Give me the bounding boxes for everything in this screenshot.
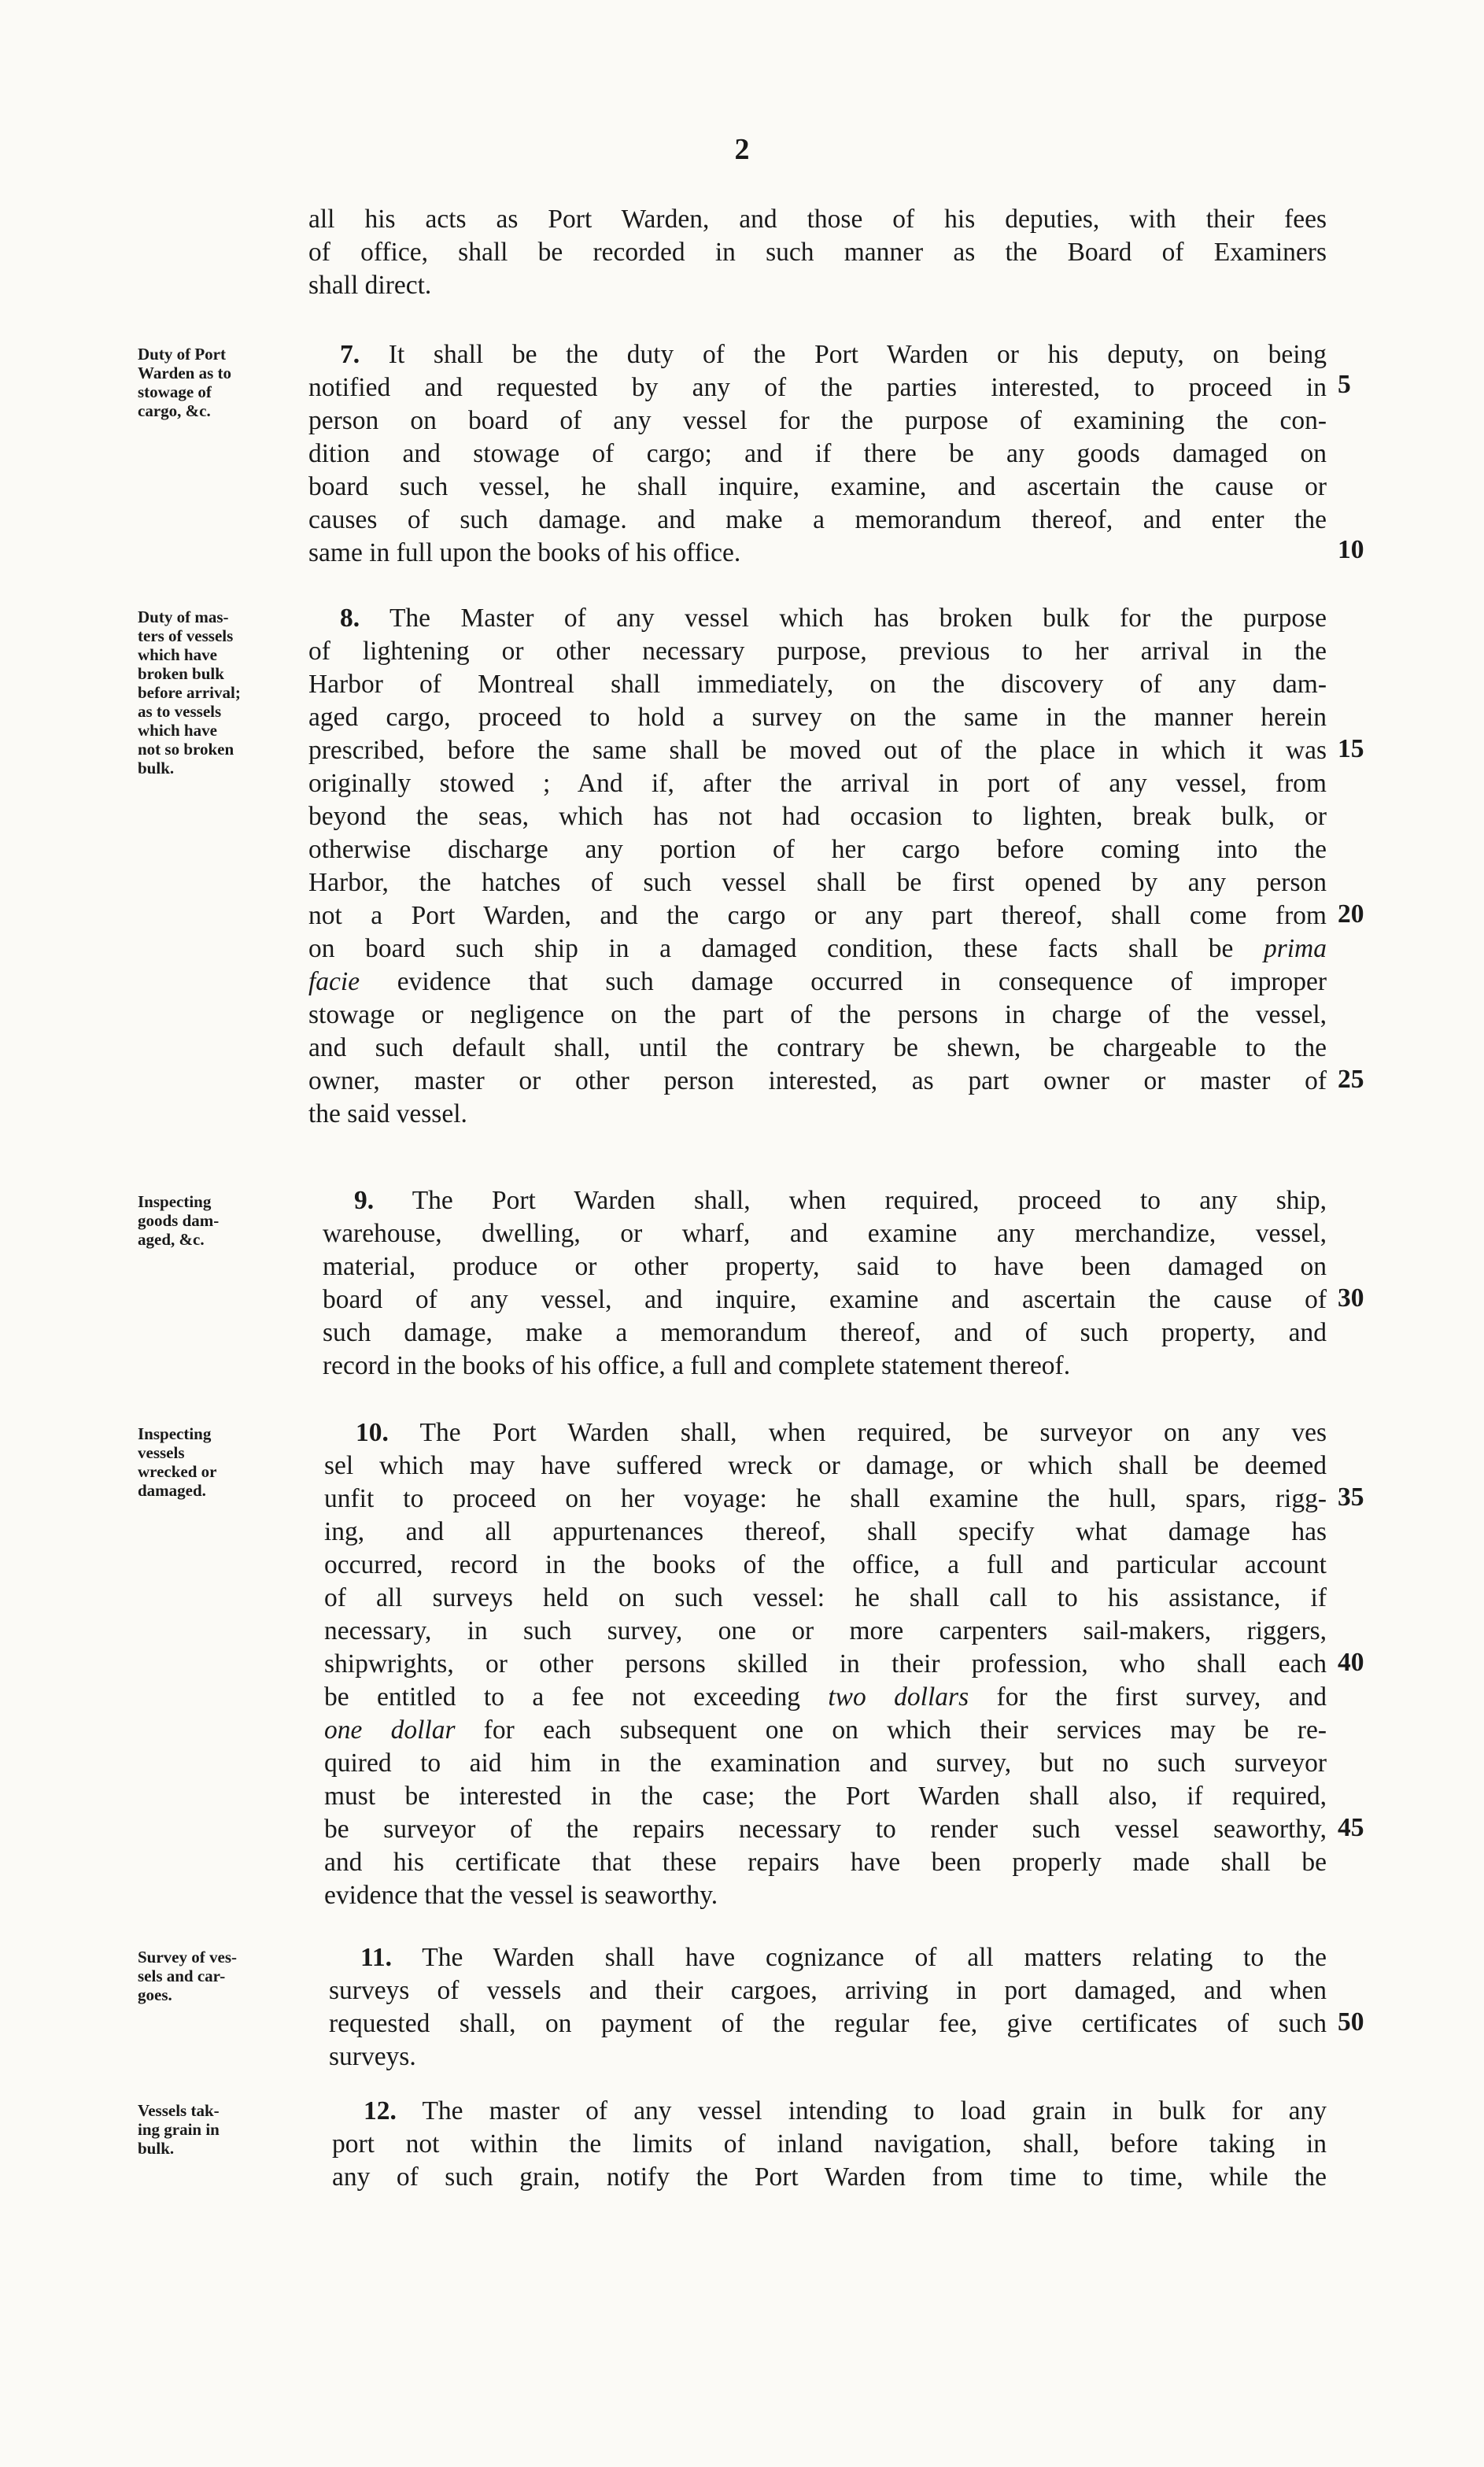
text-line: stowage or negligence on the part of the persons in charge of the vessel, xyxy=(308,1000,1327,1029)
text-line: not a Port Warden, and the cargo or any part thereof, shall come from xyxy=(308,901,1327,930)
text-line: 10. The Port Warden shall, when required, be surveyor on any ves xyxy=(356,1418,1327,1447)
section-8 xyxy=(308,602,1327,1131)
text-line: surveys. xyxy=(329,2042,416,2071)
line-number: 10 xyxy=(1338,535,1364,564)
line-number: 50 xyxy=(1338,2007,1364,2037)
text-line: surveys of vessels and their cargoes, arriving in port damaged, and when xyxy=(329,1976,1327,2005)
text-line: be surveyor of the repairs necessary to render such vessel seaworthy, xyxy=(324,1815,1327,1844)
section-10 xyxy=(324,1416,1327,1912)
text-line: be entitled to a fee not exceeding two dollars for the first survey, and xyxy=(324,1682,1327,1712)
text-line: 12. The master of any vessel intending to load grain in bulk for any xyxy=(364,2096,1327,2125)
text-line: of all surveys held on such vessel: he shall call to his assistance, if xyxy=(324,1583,1327,1612)
line-number: 25 xyxy=(1338,1065,1364,1094)
text-line: port not within the limits of inland navigation, shall, before taking in xyxy=(332,2129,1327,2159)
text-line: any of such grain, notify the Port Warden from time to time, while the xyxy=(332,2162,1327,2192)
text-line: dition and stowage of cargo; and if there be any goods damaged on xyxy=(308,439,1327,468)
section-number: 11. xyxy=(360,1943,393,1972)
text-line: quired to aid him in the examination and survey, but no such surveyor xyxy=(324,1749,1327,1778)
text-line: originally stowed ; And if, after the arrival in port of any vessel, from xyxy=(308,769,1327,798)
section-11 xyxy=(329,1941,1327,2074)
line-number: 45 xyxy=(1338,1813,1364,1842)
margin-note-section-11: Survey of ves- sels and car- goes. xyxy=(138,1948,237,2004)
text-line: and such default shall, until the contrary be shewn, be chargeable to the xyxy=(308,1033,1327,1062)
text-line: evidence that the vessel is seaworthy. xyxy=(324,1881,718,1910)
text-line: material, produce or other property, said to have been damaged on xyxy=(323,1252,1327,1281)
text-line: 11. The Warden shall have cognizance of all matters relating to the xyxy=(360,1943,1327,1972)
section-number: 10. xyxy=(356,1418,389,1447)
text-line: of office, shall be recorded in such manner as the Board of Examiners xyxy=(308,238,1327,267)
section-number: 8. xyxy=(340,604,360,633)
section-number: 12. xyxy=(364,2096,397,2125)
text-line: record in the books of his office, a full and complete statement thereof. xyxy=(323,1351,1071,1380)
text-line: must be interested in the case; the Port Warden shall also, if required, xyxy=(324,1782,1327,1811)
line-number: 35 xyxy=(1338,1483,1364,1512)
text-line: and his certificate that these repairs have been properly made shall be xyxy=(324,1848,1327,1877)
text-line: warehouse, dwelling, or wharf, and examine any merchandize, vessel, xyxy=(323,1219,1327,1248)
text-line: facie evidence that such damage occurred in consequence of improper xyxy=(308,967,1327,996)
text-line: shipwrights, or other persons skilled in their profession, who shall each xyxy=(324,1649,1327,1679)
text-line: sel which may have suffered wreck or damage, or which shall be deemed xyxy=(324,1451,1327,1480)
text-line: causes of such damage. and make a memorandum thereof, and enter the xyxy=(308,505,1327,534)
line-number: 15 xyxy=(1338,734,1364,763)
text-line: shall direct. xyxy=(308,271,432,300)
text-line: board of any vessel, and inquire, examine and ascertain the cause of xyxy=(323,1285,1327,1314)
text-line: occurred, record in the books of the office, a full and particular account xyxy=(324,1550,1327,1579)
text-line: Harbor, the hatches of such vessel shall be first opened by any person xyxy=(308,868,1327,897)
text-line: otherwise discharge any portion of her cargo before coming into the xyxy=(308,835,1327,864)
text-line: all his acts as Port Warden, and those of his deputies, with their fees xyxy=(308,205,1327,234)
text-line: 9. The Port Warden shall, when required, proceed to any ship, xyxy=(354,1186,1327,1215)
section-9 xyxy=(323,1184,1327,1383)
text-line: owner, master or other person interested, as part owner or master of xyxy=(308,1066,1327,1095)
text-line: the said vessel. xyxy=(308,1099,467,1128)
text-line: 8. The Master of any vessel which has broken bulk for the purpose xyxy=(340,604,1327,633)
text-line: person on board of any vessel for the purpose of examining the con- xyxy=(308,406,1327,435)
text-line: 7. It shall be the duty of the Port Warden or his deputy, on being xyxy=(340,340,1327,369)
text-line: requested shall, on payment of the regular fee, give certificates of such xyxy=(329,2009,1327,2038)
text-line: board such vessel, he shall inquire, examine, and ascertain the cause or xyxy=(308,472,1327,501)
text-line: notified and requested by any of the parties interested, to proceed in xyxy=(308,373,1327,402)
text-line: prescribed, before the same shall be moved out of the place in which it was xyxy=(308,736,1327,765)
section-7 xyxy=(308,338,1327,570)
text-line: Harbor of Montreal shall immediately, on the discovery of any dam- xyxy=(308,670,1327,699)
line-number: 40 xyxy=(1338,1648,1364,1677)
section-number: 9. xyxy=(354,1186,375,1215)
text-line: necessary, in such survey, one or more carpenters sail-makers, riggers, xyxy=(324,1616,1327,1645)
text-line: of lightening or other necessary purpose, previous to her arrival in the xyxy=(308,637,1327,666)
line-number: 30 xyxy=(1338,1283,1364,1313)
text-line: one dollar for each subsequent one on which their services may be re- xyxy=(324,1715,1327,1745)
section-number: 7. xyxy=(340,340,360,369)
margin-note-section-12: Vessels tak- ing grain in bulk. xyxy=(138,2101,220,2158)
section-12 xyxy=(332,2095,1327,2194)
margin-note-section-9: Inspecting goods dam- aged, &c. xyxy=(138,1192,220,1249)
page-number: 2 xyxy=(734,133,750,166)
text-line: ing, and all appurtenances thereof, shall specify what damage has xyxy=(324,1517,1327,1546)
text-line: unfit to proceed on her voyage: he shall examine the hull, spars, rigg- xyxy=(324,1484,1327,1513)
text-line: such damage, make a memorandum thereof, and of such property, and xyxy=(323,1318,1327,1347)
line-number: 5 xyxy=(1338,370,1351,399)
line-number: 20 xyxy=(1338,899,1364,929)
text-line: same in full upon the books of his office. xyxy=(308,538,741,567)
text-line: beyond the seas, which has not had occasion to lighten, break bulk, or xyxy=(308,802,1327,831)
text-line: on board such ship in a damaged condition, these facts shall be prima xyxy=(308,934,1327,963)
text-line: aged cargo, proceed to hold a survey on the same in the manner herein xyxy=(308,703,1327,732)
intro-paragraph xyxy=(308,203,1327,302)
margin-note-section-7: Duty of Port Warden as to stowage of cargo, &c. xyxy=(138,345,232,420)
margin-note-section-8: Duty of mas- ters of vessels which have broken bulk before arrival; as to vessels which have not so broken bulk. xyxy=(138,608,241,777)
margin-note-section-10: Inspecting vessels wrecked or damaged. xyxy=(138,1424,217,1500)
